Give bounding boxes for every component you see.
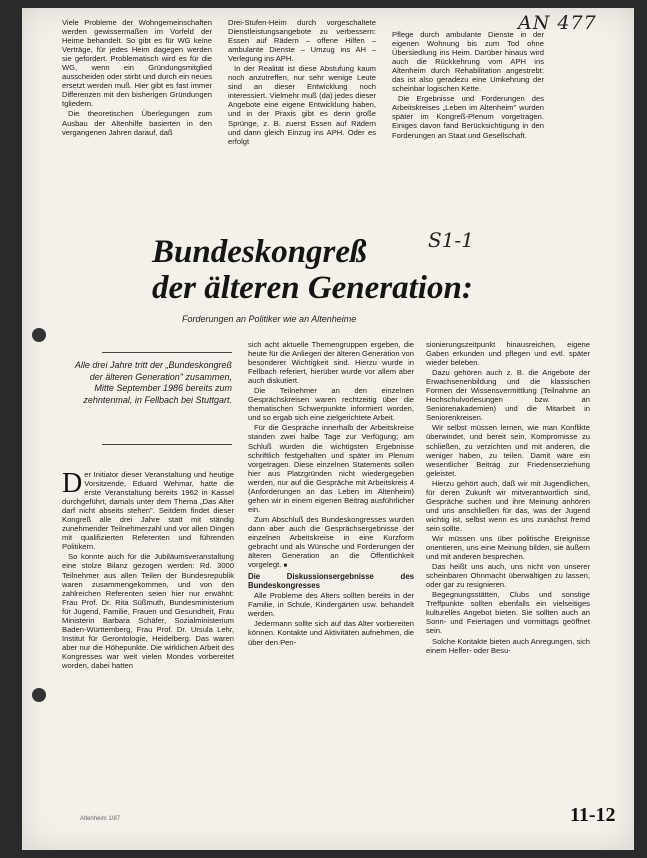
lead-rule-bottom	[102, 444, 232, 445]
page-footer: Altenheim 1/87	[80, 816, 121, 822]
article-lead: Alle drei Jahre tritt der „Bundeskongreß der älteren Generation" zusammen, Mitte September 1986 bereits zum zehntenmal, in Fellbach bei Stuttgart.	[74, 360, 232, 405]
article-column-2	[248, 340, 414, 648]
top-column-1	[62, 18, 212, 138]
lead-rule-top	[102, 352, 232, 353]
section-heading: Die Diskussionsergebnisse des Bundeskongresses	[248, 572, 414, 591]
paragraph: Pflege durch ambulante Dienste in der eigenen Wohnung bis zum Tod ohne Übersiedlung ins Heim. Darüber hinaus wird auch die Rückkehrung vom APH ins Altenheim durch Rehabilitation angestrebt: das ist also geradezu eine Umkehrung der scheinbar logischen Kette.	[392, 30, 544, 94]
paragraph: Drei-Stufen-Heim durch vorgeschaltete Dienstleistungsangebote zu verbessern: Essen auf Rädern – offene Hilfen – ambulante Dienste – Umzug ins AH – Verlegung ins APH.	[228, 18, 376, 64]
punch-hole	[32, 688, 46, 702]
paragraph: In der Realität ist diese Abstufung kaum noch anzutreffen, nur sehr wenige Leute sind an dieser Entwicklung noch interessiert. Vielmehr muß (da) jedes dieser Angebote eine eigene Entwicklung haben, und in der Praxis gibt es denn große Sprünge, z. B. zuerst Essen auf Rädern und dann gleich Einzug ins APH. Oder es erfolgt	[228, 64, 376, 146]
paragraph: Jedermann sollte sich auf das Alter vorbereiten können. Kontakte und Aktivitäten aufnehmen, die über den Pen-	[248, 619, 414, 647]
paragraph: sich acht aktuelle Themengruppen ergeben, die heute für die Anliegen der älteren Generation von besonderer Wichtigkeit sind. Hierzu wurde in Fellbach referiert, hierüber wurde vor allem aber auch diskutiert.	[248, 340, 414, 386]
paragraph: Hierzu gehört auch, daß wir mit Jugendlichen, für deren Zukunft wir mitverantwortlich sind, Gespräche suchen und ihre Meinung anhören und uns anschließen für das, was der Jugend wichtig ist, selbst wenn es uns zunächst fremd sein sollte.	[426, 478, 590, 533]
end-mark: ■	[283, 563, 288, 570]
document-page	[22, 8, 634, 850]
top-column-2	[228, 18, 376, 147]
paragraph: Wir müssen uns über politische Ereignisse orientieren, uns eine Meinung bilden, sie äußern und mit anderen besprechen.	[426, 533, 590, 562]
archive-mark: AN 477	[518, 12, 597, 34]
punch-hole	[32, 328, 46, 342]
paragraph: Wir selbst müssen lernen, wie man Konflikte überwindet, und bereit sein, Kompromisse zu schließen, zu verzichten und mit anderen, die weniger haben, zu teilen. Damit wäre ein wesentlicher Beitrag zur Friedenserziehung geleistet.	[426, 423, 590, 478]
title-line-1: Bundeskongreß	[152, 234, 367, 270]
drop-cap: D	[62, 468, 83, 499]
top-column-3	[392, 30, 544, 141]
paragraph	[248, 515, 414, 571]
paragraph	[62, 470, 234, 551]
paragraph-text: er Initiator dieser Veranstaltung und heutige Vorsitzende, Eduard Wehmar, hatte die erste Veranstaltung bereits 1962 in Kassel durchgeführt, damals unter dem Thema „Das Alter darf nicht abseits stehen". Seitdem findet dieser Kongreß alle drei Jahre statt mit ständig zunehmender Teilnehmerzahl und vor allen Dingen mit qualifizierten Referenten und führenden Politikern.	[62, 470, 234, 552]
paragraph-text: Zum Abschluß des Bundeskongresses wurden dann aber auch die Gesprächsergebnisse der einzelnen Arbeitskreise in eine Kurzform gebracht und als Wünsche und Forderungen der älteren Generation an die Öffentlichkeit vorgelegt.	[248, 514, 414, 570]
article-column-1	[62, 470, 234, 671]
article-subtitle: Forderungen an Politiker wie an Altenheime	[182, 314, 357, 324]
paragraph: Die Ergebnisse und Forderungen des Arbeitskreises „Leben im Altenheim" wurden später im Kongreß-Plenum vorgetragen. Einiges davon fand Berücksichtigung in den Forderungen an Staat und Gesellschaft.	[392, 94, 544, 140]
paragraph: Das heißt uns auch, uns nicht von unserer scheinbaren Ohnmacht überwältigen zu lassen, oder gar zu resignieren.	[426, 562, 590, 590]
article-title	[152, 234, 572, 306]
paragraph: Solche Kontakte bieten auch Anregungen, sich einem Helfer- oder Besu-	[426, 636, 590, 655]
paragraph: Die Teilnehmer an den einzelnen Gesprächskreisen waren rechtzeitig über die thematischen Schwerpunkte informiert worden, und so ergab sich eine zielgerichtete Arbeit.	[248, 386, 414, 423]
paragraph: sionierungszeitpunkt hinausreichen, eigene Gaben erkunden und pflegen und evtl. später wieder beleben.	[426, 340, 590, 368]
title-line-2: der älteren Generation:	[152, 270, 473, 306]
paragraph: Dazu gehören auch z. B. die Angebote der Erwachsenenbildung und die klassischen Formen der Wissensvermittlung (Teilnahme an Hochschulvorlesungen bzw. an Seniorenakademien) und die Mitarbeit in Seniorenkreisen.	[426, 368, 590, 423]
article-column-3	[426, 340, 590, 656]
paragraph: Alle Probleme des Alters sollten bereits in der Familie, in Schule, Kindergärten usw. behandelt werden.	[248, 591, 414, 619]
paragraph: Die theoretischen Überlegungen zum Ausbau der Altenhilfe basierten in den vergangenen Jahren darauf, daß	[62, 109, 212, 137]
section-mark: S1-1	[428, 228, 474, 252]
page-number: 11-12	[570, 804, 616, 826]
paragraph: Begegnungsstätten, Clubs und sonstige Treffpunkte sollten ebenfalls ein vielseitiges kulturelles Angebot bieten. Sie sollten auch an Sonn- und Feiertagen und vormittags geöffnet sein.	[426, 590, 590, 636]
paragraph: Für die Gespräche innerhalb der Arbeitskreise standen zwei halbe Tage zur Verfügung; am Schluß wurden die wichtigsten Ergebnisse schriftlich festgehalten und später im Plenum vorgetragen. Diese einzelnen Statements sollen hier aus Platzgründen nicht wiedergegeben werden, nur auf die Gespräche mit Arbeitskreis 4 (Anforderungen an das Leben im Altenheim) gehen wir in einem eigenen Beitrag ausführlicher ein.	[248, 423, 414, 514]
paragraph: So konnte auch für die Jubiläumsveranstaltung eine stolze Bilanz gezogen werden: Rd. 3000 Teilnehmer aus allen Teilen der Bundesrepublik waren zusammengekommen, und von den zahlreichen Referenten seien hier nur erwähnt: Frau Prof. Dr. Rita Süßmuth, Bundesministerium für Jugend, Familie, Frauen und Gesundheit, Frau Ministerin Barbara Schäfer, Sozialministerium Baden-Württemberg, Frau Prof. Dr. Ursula Lehr, Institut für Gerontologie, Heidelberg. Das waren aber nur die Höhepunkte. Die wirklichen Arbeit des Kongresses war weit vielen Mondes vorbereitet worden, dabei hatten	[62, 552, 234, 670]
paragraph: Viele Probleme der Wohngemeinschaften werden gewissermaßen im Vorfeld der Heime behandelt. So gibt es für WG keine Verträge, für jedes Heim dagegen werden sie gefordert. Problematisch wird es für die WG, wenn ein Gründungsmitglied ausscheiden oder stirbt und durch ein neues ersetzt werden muß. Hier gibt es fast immer Differenzen mit den bisherigen Gründungen tgliedern.	[62, 18, 212, 109]
